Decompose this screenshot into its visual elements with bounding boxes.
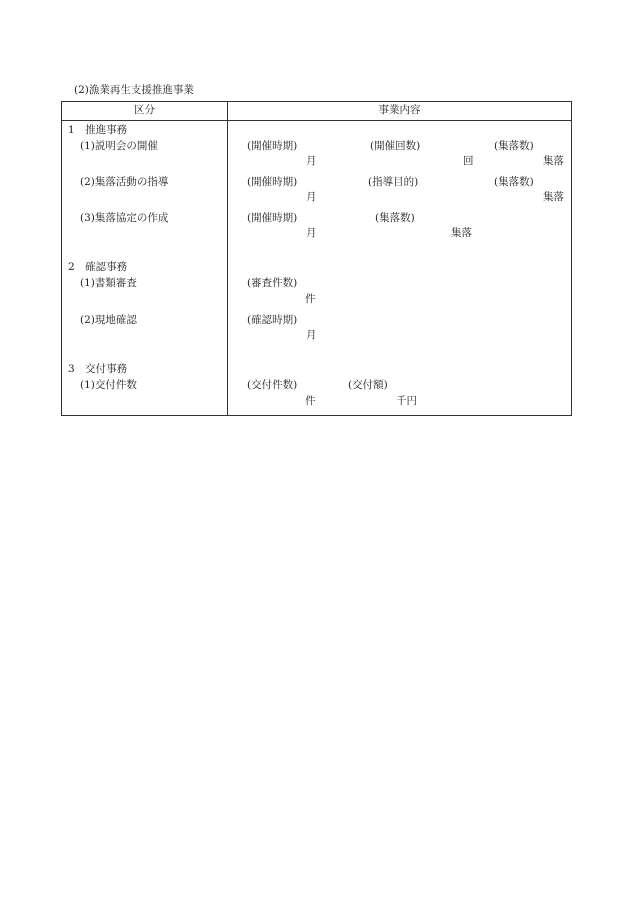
item-label: (確認時期): [247, 314, 298, 326]
item-name-site-check: (2)現地確認: [80, 314, 137, 326]
item-label: (開催時期): [247, 176, 298, 188]
item-unit: 月: [306, 329, 317, 341]
item-unit: 月: [306, 191, 317, 203]
item-label: (開催時期): [247, 140, 298, 152]
item-label: (集落数): [494, 140, 534, 152]
item-name-guidance: (2)集落活動の指導: [80, 176, 169, 188]
item-label: (開催時期): [247, 212, 298, 224]
section-title: (2)漁業再生支援推進事業: [74, 84, 194, 96]
column-divider: [227, 102, 228, 415]
item-unit: 件: [305, 293, 316, 305]
header-divider: [62, 120, 571, 121]
item-name-agreement: (3)集落協定の作成: [80, 212, 169, 224]
item-label: (交付件数): [247, 379, 298, 391]
item-unit: 千円: [396, 395, 417, 407]
item-label: (指導目的): [368, 176, 419, 188]
item-name-document-review: (1)書類審査: [80, 277, 137, 289]
group-heading-promotion: 1 推進事務: [68, 124, 128, 136]
group-heading-confirmation: 2 確認事務: [68, 261, 128, 273]
item-unit: 月: [306, 155, 317, 167]
item-label: (交付額): [348, 379, 388, 391]
project-table: [61, 101, 572, 416]
item-unit: 集落: [451, 227, 472, 239]
item-label: (開催回数): [370, 140, 421, 152]
item-unit: 件: [305, 395, 316, 407]
item-name-grant-count: (1)交付件数: [80, 379, 137, 391]
item-label: (審査件数): [247, 277, 298, 289]
item-unit: 回: [463, 155, 474, 167]
item-unit: 集落: [543, 191, 564, 203]
item-label: (集落数): [375, 212, 415, 224]
item-name-briefing: (1)説明会の開催: [80, 140, 158, 152]
item-label: (集落数): [494, 176, 534, 188]
header-category: 区分: [134, 104, 155, 116]
item-unit: 集落: [543, 155, 564, 167]
header-content: 事業内容: [378, 104, 421, 116]
group-heading-grant: 3 交付事務: [68, 363, 128, 375]
item-unit: 月: [306, 227, 317, 239]
